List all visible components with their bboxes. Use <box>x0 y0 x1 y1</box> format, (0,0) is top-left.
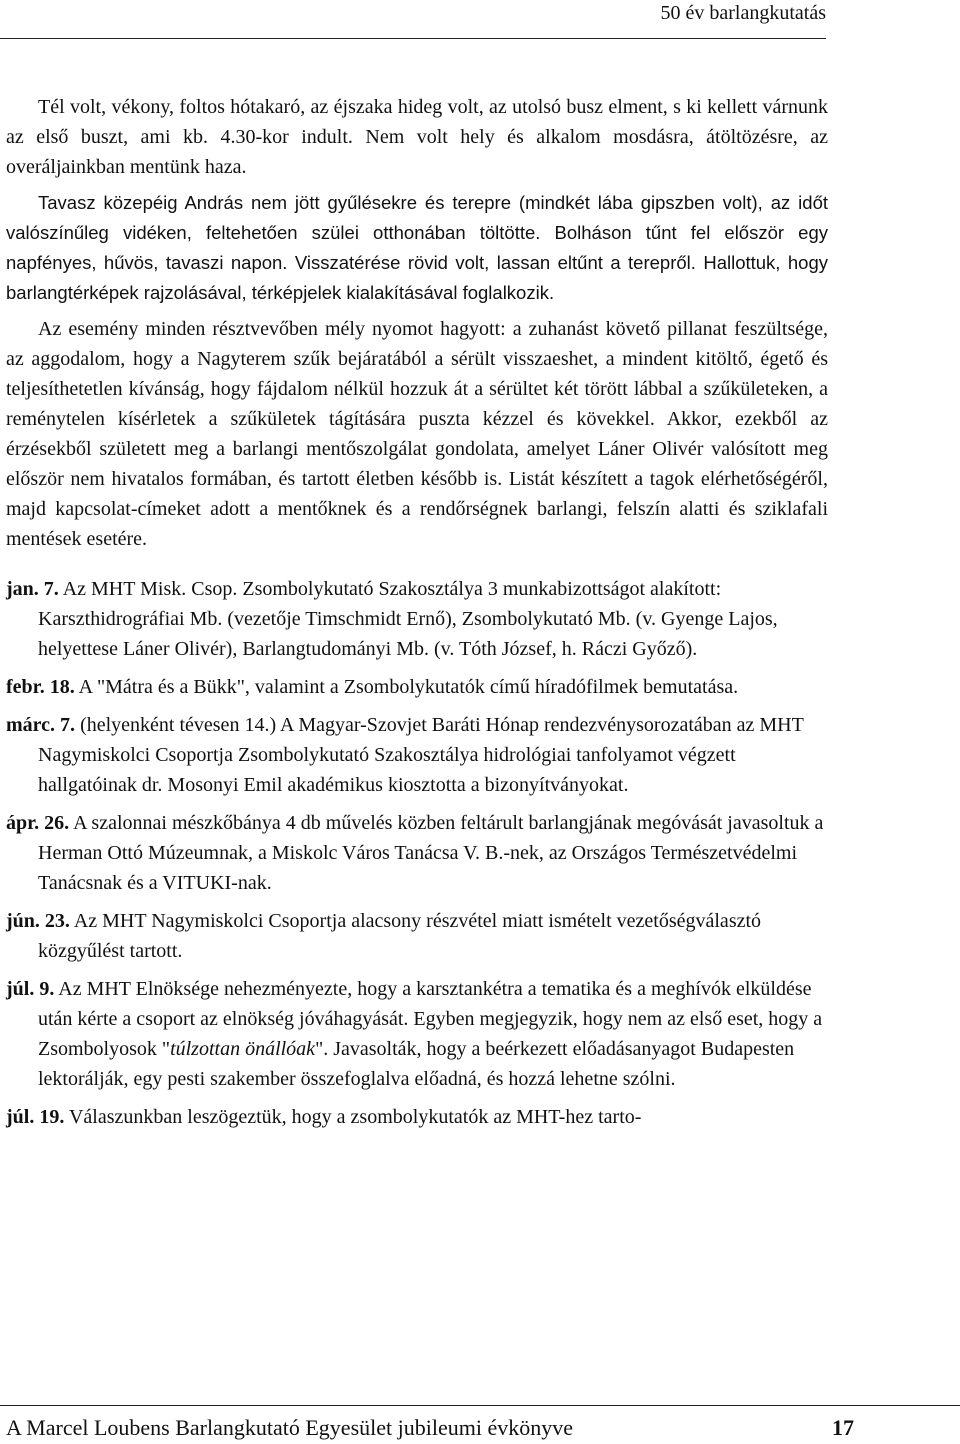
page-footer <box>0 1405 960 1444</box>
chronology-entry <box>6 710 828 800</box>
chronology-entry <box>6 808 828 898</box>
entry-date: jan. 7. <box>6 578 59 600</box>
entry-date: jún. 23. <box>6 910 70 932</box>
page-body <box>6 92 828 1140</box>
chronology-list <box>6 574 828 1132</box>
chronology-entry <box>6 672 828 702</box>
paragraph-andras: Tavasz közepéig András nem jött gyűlésekre és terepre (mindkét lába gipszben volt), az időt valószínűleg vidéken, feltehetően szülei otthonában töltötte. Bolháson tűnt fel először egy napfényes, hűvös, tavaszi napon. Visszatérése rövid volt, lassan eltűnt a terepről. Hallottuk, hogy barlangtérképek rajzolásával, térképjelek kialakításával foglalkozik. <box>6 192 828 303</box>
paragraph-rescue-origin: Az esemény minden résztvevőben mély nyomot hagyott: a zuhanást követő pillanat feszültsége, az aggodalom, hogy a Nagyterem szűk bejáratából a sérült visszaeshet, a mindent kitöltő, égető és teljesíthetetlen kívánság, hogy fájdalom nélkül hozzuk át a sérültet két törött lábbal a szűkületeken, a reménytelen kísérletek a szűkületek tágítására puszta kézzel és kövekkel. Akkor, ezekből az érzésekből született meg a barlangi mentőszolgálat gondolata, amelyet Láner Olivér valósított meg először nem hivatalos formában, és tartott életben később is. Listát készített a tagok elérhetőségéről, majd kapcsolat-címeket adott a mentőknek és a rendőrségnek barlangi, felszín alatti és sziklafali mentések esetére. <box>6 318 828 550</box>
book-title: A Marcel Loubens Barlangkutató Egyesület jubileumi évkönyve <box>6 1415 573 1440</box>
entry-text: (helyenként tévesen 14.) A Magyar-Szovjet Baráti Hónap rendezvénysorozatában az MHT Nagymiskolci Csoportja Zsombolykutató Szakosztálya hidrológiai tanfolyamot végzett hallgatóinak dr. Mosonyi Emil akadémikus kiosztotta a bizonyítványokat. <box>38 714 804 796</box>
entry-text: Az MHT Elnöksége nehezményezte, hogy a karsztankétra a tematika és a meghívók elküldése után kérte a csoport az elnökség jóváhagyását. Egyben megjegyzik, hogy nem az első eset, hogy a Zsombolyosok " <box>38 978 823 1060</box>
entry-text: Válaszunkban leszögeztük, hogy a zsombolykutatók az MHT-hez tarto- <box>68 1106 642 1128</box>
entry-date: júl. 9. <box>6 978 55 1000</box>
paragraph-winter: Tél volt, vékony, foltos hótakaró, az éjszaka hideg volt, az utolsó busz elment, s ki kellett várnunk az első buszt, ami kb. 4.30-kor indult. Nem volt hely és alkalom mosdásra, átöltözésre, az overáljainkban mentünk haza. <box>6 96 828 178</box>
page-number: 17 <box>832 1415 854 1440</box>
entry-date: márc. 7. <box>6 714 76 736</box>
entry-text: Az MHT Nagymiskolci Csoportja alacsony részvétel miatt ismételt vezetőségválasztó közgyűlést tartott. <box>38 910 762 962</box>
entry-text: Az MHT Misk. Csop. Zsombolykutató Szakosztálya 3 munkabizottságot alakított: Karszthidrográfiai Mb. (vezetője Timschmidt Ernő), Zsombolykutató Mb. (v. Gyenge Lajos, helyettese Láner Olivér), Barlangtudományi Mb. (v. Tóth József, h. Ráczi Győző). <box>38 578 778 660</box>
entry-text-continued: ". Javasolták, hogy a beérkezett előadásanyagot Budapesten lektorálják, egy pesti szakember összefoglalva előadná, és hozzá lehetne szólni. <box>38 1038 795 1090</box>
entry-italic-quote: túlzottan önállóak <box>170 1038 316 1060</box>
chronology-entry <box>6 574 828 664</box>
running-title: 50 év barlangkutatás <box>660 2 826 24</box>
entry-date: ápr. 26. <box>6 812 70 834</box>
chronology-entry <box>6 974 828 1094</box>
entry-date: júl. 19. <box>6 1106 65 1128</box>
running-header <box>0 0 826 39</box>
entry-date: febr. 18. <box>6 676 75 698</box>
chronology-entry <box>6 906 828 966</box>
chronology-entry <box>6 1102 828 1132</box>
entry-text: A szalonnai mészkőbánya 4 db művelés közben feltárult barlangjának megóvását javasoltuk a Herman Ottó Múzeumnak, a Miskolc Város Tanácsa V. B.-nek, az Országos Természetvédelmi Tanácsnak és a VITUKI-nak. <box>38 812 824 894</box>
entry-text: A "Mátra és a Bükk", valamint a Zsombolykutatók című híradófilmek bemutatása. <box>78 676 739 698</box>
